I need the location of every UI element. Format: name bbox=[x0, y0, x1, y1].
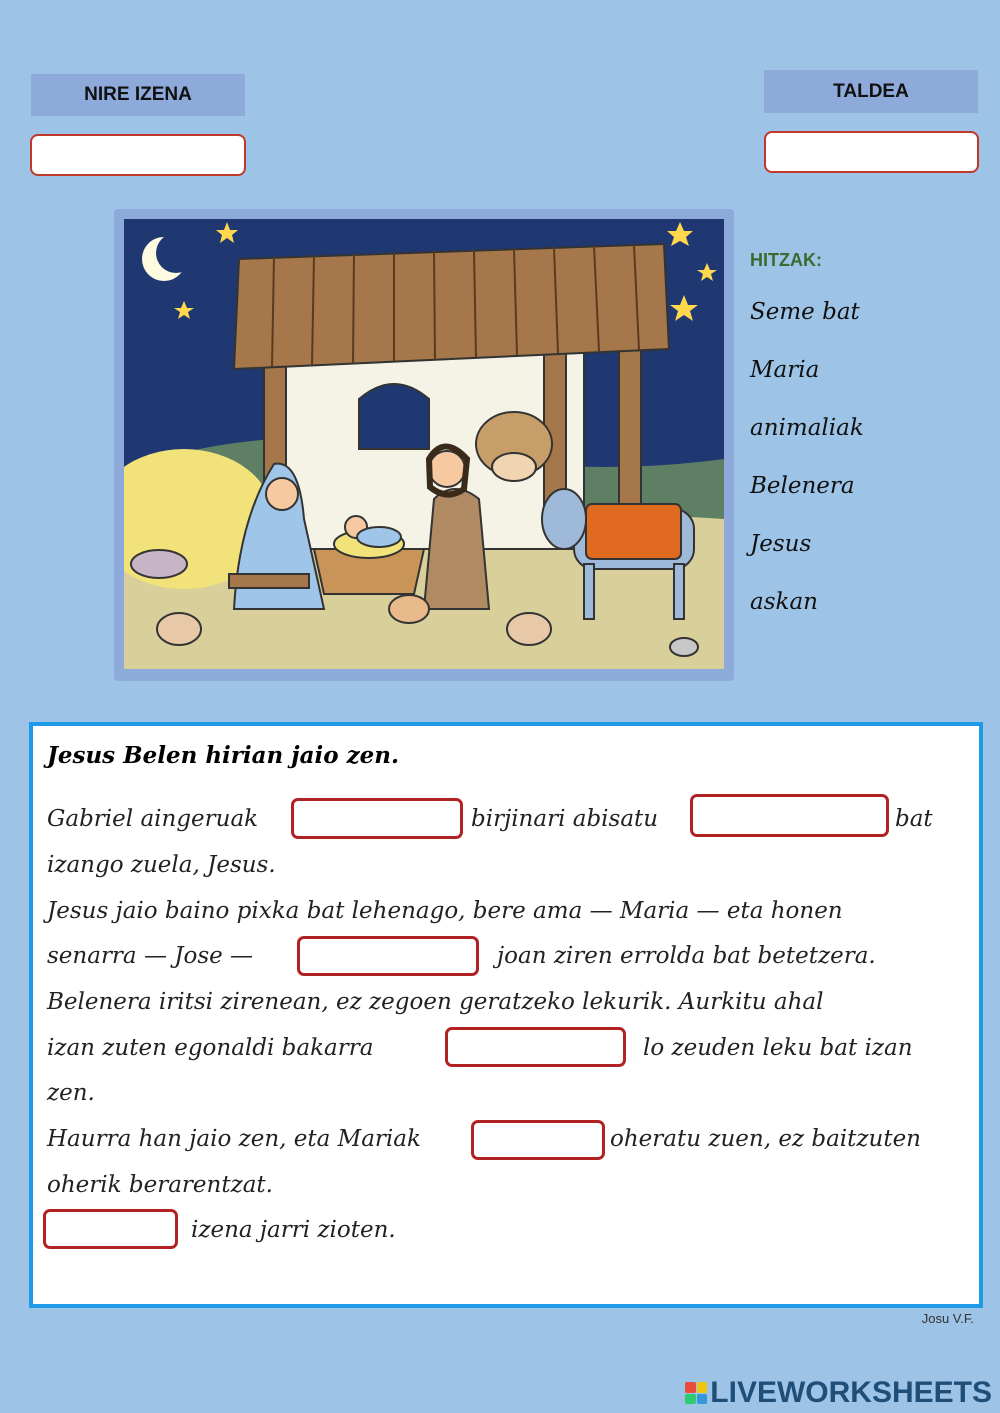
story-text: Haurra han jaio zen, eta Mariak bbox=[47, 1126, 421, 1152]
word-bank-item: askan bbox=[750, 589, 818, 615]
answer-blank-4[interactable] bbox=[445, 1027, 626, 1067]
story-text: oheratu zuen, ez baitzuten bbox=[610, 1126, 921, 1152]
name-input[interactable] bbox=[30, 134, 246, 176]
word-bank-item: Seme bat bbox=[750, 299, 860, 325]
word-bank-item: Jesus bbox=[750, 531, 812, 557]
story-text: zen. bbox=[47, 1080, 95, 1106]
group-input[interactable] bbox=[764, 131, 979, 173]
answer-blank-3[interactable] bbox=[297, 936, 479, 976]
story-text: senarra — Jose — bbox=[47, 943, 254, 969]
story-text: birjinari abisatu bbox=[471, 806, 659, 832]
story-box bbox=[29, 722, 983, 1308]
scene-frame bbox=[114, 209, 734, 681]
word-bank-item: Maria bbox=[750, 357, 820, 383]
group-label: TALDEA bbox=[764, 70, 978, 113]
answer-blank-6[interactable] bbox=[43, 1209, 178, 1249]
word-bank-title: HITZAK: bbox=[750, 250, 822, 270]
story-text: Jesus jaio baino pixka bat lehenago, bere ama — Maria — eta honen bbox=[47, 898, 843, 924]
story-text: joan ziren errolda bat betetzera. bbox=[497, 943, 876, 969]
nativity-scene-image bbox=[124, 219, 724, 669]
story-text: Gabriel aingeruak bbox=[47, 806, 259, 832]
author-credit: Josu V.F. bbox=[921, 1311, 974, 1326]
answer-blank-1[interactable] bbox=[291, 798, 463, 839]
answer-blank-2[interactable] bbox=[690, 794, 889, 837]
name-label: NIRE IZENA bbox=[31, 74, 245, 116]
answer-blank-5[interactable] bbox=[471, 1120, 605, 1160]
story-text: izango zuela, Jesus. bbox=[47, 852, 276, 878]
brand-name: LIVEWORKSHEETS bbox=[710, 1376, 992, 1409]
story-text: lo zeuden leku bat izan bbox=[643, 1035, 913, 1061]
word-bank-item: animaliak bbox=[750, 415, 864, 441]
story-text: izan zuten egonaldi bakarra bbox=[47, 1035, 374, 1061]
story-text: Belenera iritsi zirenean, ez zegoen geratzeko lekurik. Aurkitu ahal bbox=[47, 989, 824, 1015]
story-title: Jesus Belen hirian jaio zen. bbox=[47, 742, 399, 769]
brand-logo-icon bbox=[685, 1382, 707, 1404]
story-text: izena jarri zioten. bbox=[191, 1217, 396, 1243]
brand-logo bbox=[685, 1376, 992, 1410]
story-text: oherik berarentzat. bbox=[47, 1172, 273, 1198]
word-bank-item: Belenera bbox=[750, 473, 855, 499]
story-text: bat bbox=[895, 806, 933, 832]
